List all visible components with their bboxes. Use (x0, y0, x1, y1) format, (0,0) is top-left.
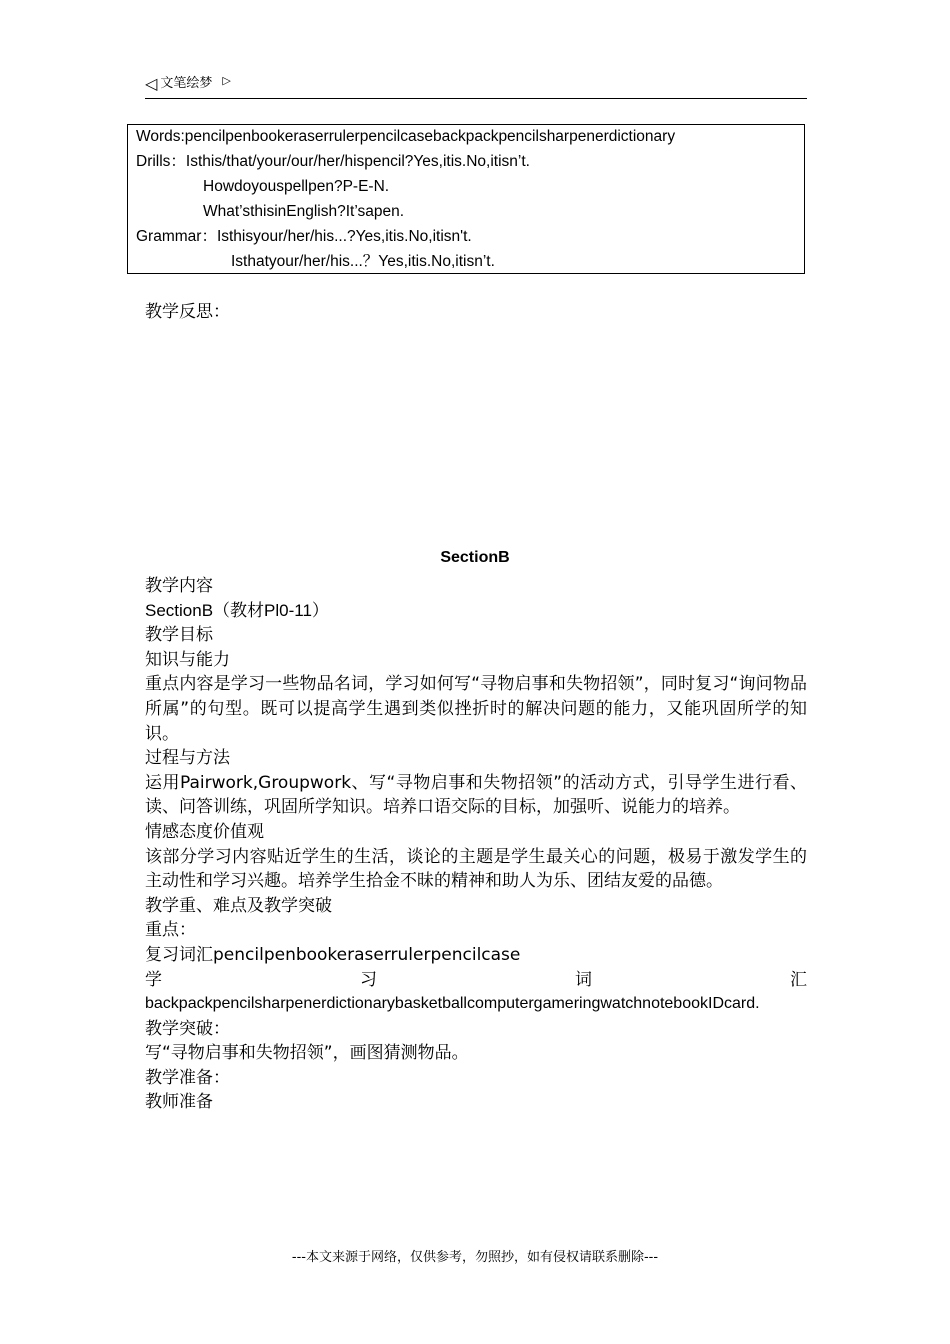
brand-name: 文笔绘梦 (160, 76, 213, 91)
focus-heading: 重点： (145, 920, 196, 941)
drills-line: Drills：Isthis/that/your/our/her/hispencil?Yes,itis.No,itisn’t. (136, 153, 530, 170)
triangle-right-icon: ▷ (222, 74, 231, 87)
keypoints-heading: 教学重、难点及教学突破 (145, 895, 332, 916)
goals-heading: 教学目标 (145, 625, 213, 646)
section-title: SectionB (440, 549, 510, 566)
learn-vocab-char: 词 (575, 969, 592, 990)
page-footer: ---本文来源于网络，仅供参考，勿照抄，如有侵权请联系删除--- (291, 1250, 659, 1265)
drills-line-3: What’sthisinEnglish?It’sapen. (203, 203, 405, 220)
triangle-left-icon: ◁ (145, 74, 158, 93)
header-brand (145, 74, 231, 94)
learn-vocab-char: 学 (145, 969, 162, 990)
learn-vocab-char: 习 (360, 969, 377, 990)
emotion-text: 该部分学习内容贴近学生的生活，谈论的主题是学生最关心的问题，极易于激发学生的主动性和学习兴趣。培养学生拾金不昧的精神和助人为乐、团结友爱的品德。 (145, 846, 807, 892)
learn-vocab-char: 汇 (790, 969, 807, 990)
process-text: 运用Pairwork,Groupwork、写“寻物启事和失物招领”的活动方式，引导学生进行看、读、问答训练，巩固所学知识。培养口语交际的目标，加强听、说能力的培养。 (145, 772, 807, 818)
emotion-heading: 情感态度价值观 (145, 821, 264, 842)
breakthrough-text: 写“寻物启事和失物招领”，画图猜测物品。 (145, 1043, 469, 1064)
learn-vocab-words: backpackpencilsharpenerdictionarybasketballcomputergameringwatchnotebookIDcard. (145, 995, 760, 1013)
learn-vocab-heading (145, 968, 807, 993)
content-text: SectionB（教材Pl0-11） (145, 600, 329, 620)
page-header (145, 74, 807, 99)
review-vocab: 复习词汇pencilpenbookeraserrulerpencilcase (145, 944, 521, 965)
prep-heading: 教学准备： (145, 1067, 230, 1088)
reflection-label: 教学反思： (145, 302, 230, 322)
drills-line-2: Howdoyouspellpen?P-E-N. (203, 178, 390, 195)
grammar-line: Grammar：Isthisyour/her/his...?Yes,itis.No,itisn't. (136, 228, 472, 245)
knowledge-heading: 知识与能力 (145, 649, 230, 670)
process-heading: 过程与方法 (145, 748, 230, 769)
teacher-prep: 教师准备 (145, 1092, 213, 1113)
knowledge-text: 重点内容是学习一些物品名词，学习如何写“寻物启事和失物招领”，同时复习“询问物品所属”的句型。既可以提高学生遇到类似挫折时的解决问题的能力，又能巩固所学的知识。 (145, 674, 807, 744)
content-heading: 教学内容 (145, 576, 213, 596)
words-line: Words:pencilpenbookeraserrulerpencilcasebackpackpencilsharpenerdictionary (136, 128, 676, 145)
section-body (145, 574, 807, 1115)
grammar-line-2: Isthatyour/her/his...？Yes,itis.No,itisn’t. (231, 253, 495, 270)
summary-box (127, 124, 805, 274)
breakthrough-heading: 教学突破： (145, 1018, 230, 1039)
